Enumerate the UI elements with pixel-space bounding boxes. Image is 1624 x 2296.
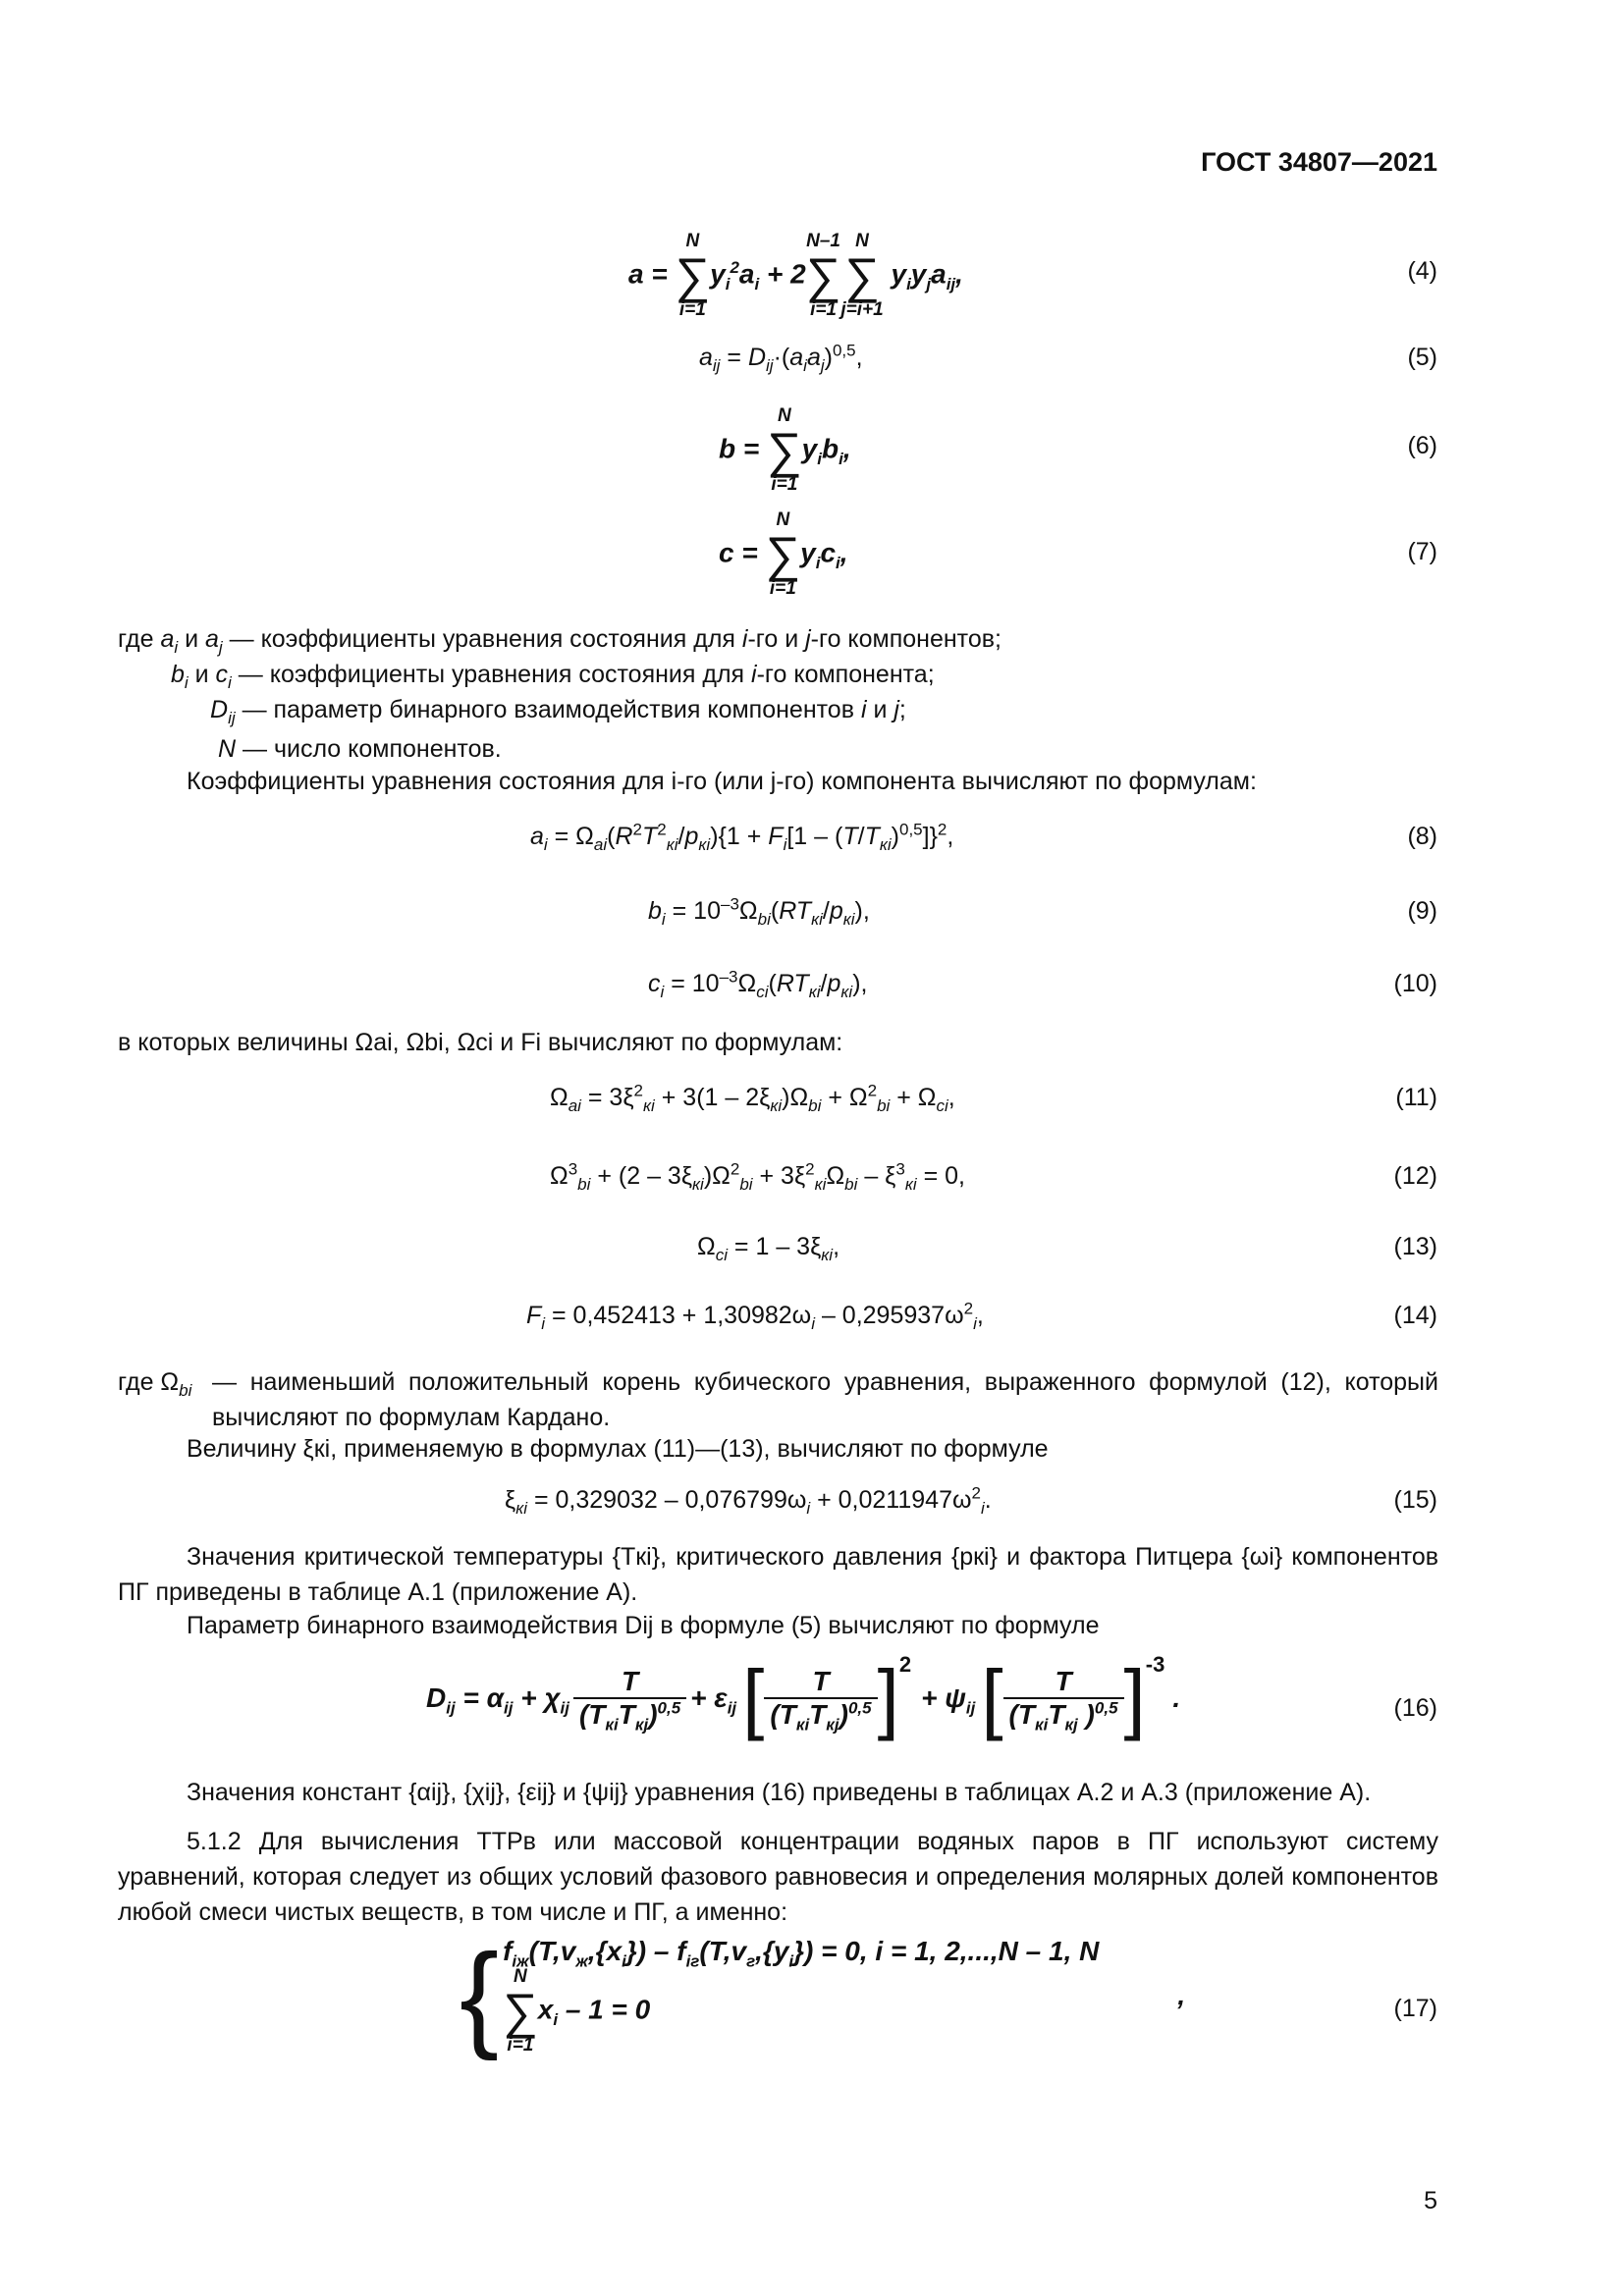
omega-intro: в которых величины Ωai, Ωbi, Ωci и Fi вычисляют по формулам: xyxy=(118,1029,843,1056)
where-line-2: $b_i$ и $c_i$ — коэффициенты уравнения состояния для i-го компонента; xyxy=(171,661,935,692)
equation-14: $F_i = 0,452413 + 1,30982\omega_i - 0,295937\omega^2_i$, xyxy=(526,1299,984,1333)
where-line-1: где $a_i$ и $a_j$ — коэффициенты уравнения состояния для i-го и j-го компонентов; xyxy=(118,625,1001,657)
equation-10: $c_i = 10^{-3}\Omega_{ci}(RT_{кi}/p_{кi})$, xyxy=(648,967,868,1001)
equation-number-5: (5) xyxy=(1407,344,1437,371)
equation-12: $\Omega^3_{bi} + (2 - 3\xi_{кi})\Omega^2_{bi} + 3\xi^2_{кi}\Omega_{bi} - \xi^3_{кi} = 0$, xyxy=(550,1159,965,1194)
coef-intro: Коэффициенты уравнения состояния для i-го (или j-го) компонента вычисляют по формулам: xyxy=(187,768,1257,795)
equation-11: $\Omega_{ai} = 3\xi^2_{кi} + 3(1 - 2\xi_{кi})\Omega_{bi} + \Omega^2_{bi} + \Omega_{ci}$, xyxy=(550,1081,955,1115)
equation-number-7: (7) xyxy=(1407,538,1437,565)
omega-where-text: — наименьший положительный корень кубического уравнения, выраженного формулой (12), который вычисляют по формулам Кардано. xyxy=(212,1368,1438,1431)
equation-number-15: (15) xyxy=(1393,1486,1437,1514)
equation-number-13: (13) xyxy=(1393,1233,1437,1260)
document-header: ГОСТ 34807—2021 xyxy=(1201,147,1437,177)
equation-17: { $f_{iж}(T,v_ж,\{x_i\}) - f_{iг}(T,v_г,\{y_i\}) = 0$, i = 1, 2,...,N – 1, N N ∑ i=1 $x_i - 1 = 0$ , xyxy=(460,1930,1186,2061)
where-line-3: $D_{ij}$ — параметр бинарного взаимодействия компонентов i и j; xyxy=(210,696,906,727)
equation-16: $D_{ij} = \alpha_{ij} + \chi_{ij}$ $\frac{T}{(T_{кi}T_{кj})^{0,5}}$ + $\varepsilon_{ij}$ [ $\frac{T}{(T_{кi}T_{кj})^{0,5}}$ ] 2 + $\psi_{ij}$ [ $\frac{T}{(T_{кi}T_{кj} )^{0,5}}$ ] -3 . xyxy=(426,1652,1181,1741)
equation-number-14: (14) xyxy=(1393,1302,1437,1329)
equation-number-6: (6) xyxy=(1407,432,1437,459)
where-line-4: N — число компонентов. xyxy=(218,735,502,763)
equation-13: $\Omega_{ci} = 1 - 3\xi_{кi}$, xyxy=(697,1233,840,1264)
equation-number-8: (8) xyxy=(1407,823,1437,850)
section-5-1-2-paragraph: 5.1.2 Для вычисления ТТРв или массовой концентрации водяных паров в ПГ используют систему уравнений, которая следует из общих условий фазового равновесия и определения молярных долей компонентов любой смеси чистых веществ, в том числе и ПГ, а именно: xyxy=(118,1828,1438,1926)
equation-5: $a_{ij} = D_{ij}\cdot(a_ia_j)^{0,5}$, xyxy=(699,341,863,375)
critical-values-paragraph: Значения критической температуры {Tкi}, критического давления {pкi} и фактора Питцера {ωi} компонентов ПГ приведены в таблице А.1 (приложение А). xyxy=(118,1543,1438,1606)
xi-intro: Величину ξкi, применяемую в формулах (11)—(13), вычисляют по формуле xyxy=(187,1435,1049,1463)
equation-4: a = N ∑ i=1 $y_i^2a_i + 2$ N–1 ∑ i=1 N ∑ j=i+1 $y_iy_ja_{ij}$, xyxy=(628,231,963,320)
equation-15: $\xi_{кi} = 0,329032 - 0,076799\omega_i + 0,0211947\omega^2_i$. xyxy=(505,1483,992,1518)
equation-7: c = N ∑ i=1 $y_ic_i$, xyxy=(719,509,848,599)
equation-number-12: (12) xyxy=(1393,1162,1437,1190)
equation-number-16: (16) xyxy=(1393,1694,1437,1722)
omega-where-label: где $\Omega_{bi}$ xyxy=(118,1368,192,1400)
equation-6: b = N ∑ i=1 $y_ib_i$, xyxy=(719,405,851,495)
binary-param-intro: Параметр бинарного взаимодействия Dij в формуле (5) вычисляют по формуле xyxy=(187,1612,1100,1639)
equation-8: $a_i = \Omega_{ai}(R^2T^2_{кi}/p_{кi})\{1 + F_i[1 - (T/T_{кi})^{0,5}]\}^2$, xyxy=(530,820,954,854)
page-number: 5 xyxy=(1424,2187,1437,2215)
equation-9: $b_i = 10^{-3}\Omega_{bi}(RT_{кi}/p_{кi})$, xyxy=(648,894,870,929)
equation-number-10: (10) xyxy=(1393,970,1437,997)
constants-paragraph: Значения констант {αij}, {χij}, {εij} и {ψij} уравнения (16) приведены в таблицах А.2 и А.3 (приложение А). xyxy=(187,1779,1372,1806)
equation-number-4: (4) xyxy=(1407,257,1437,285)
equation-number-9: (9) xyxy=(1407,897,1437,925)
equation-number-17: (17) xyxy=(1393,1995,1437,2022)
equation-number-11: (11) xyxy=(1395,1084,1437,1111)
